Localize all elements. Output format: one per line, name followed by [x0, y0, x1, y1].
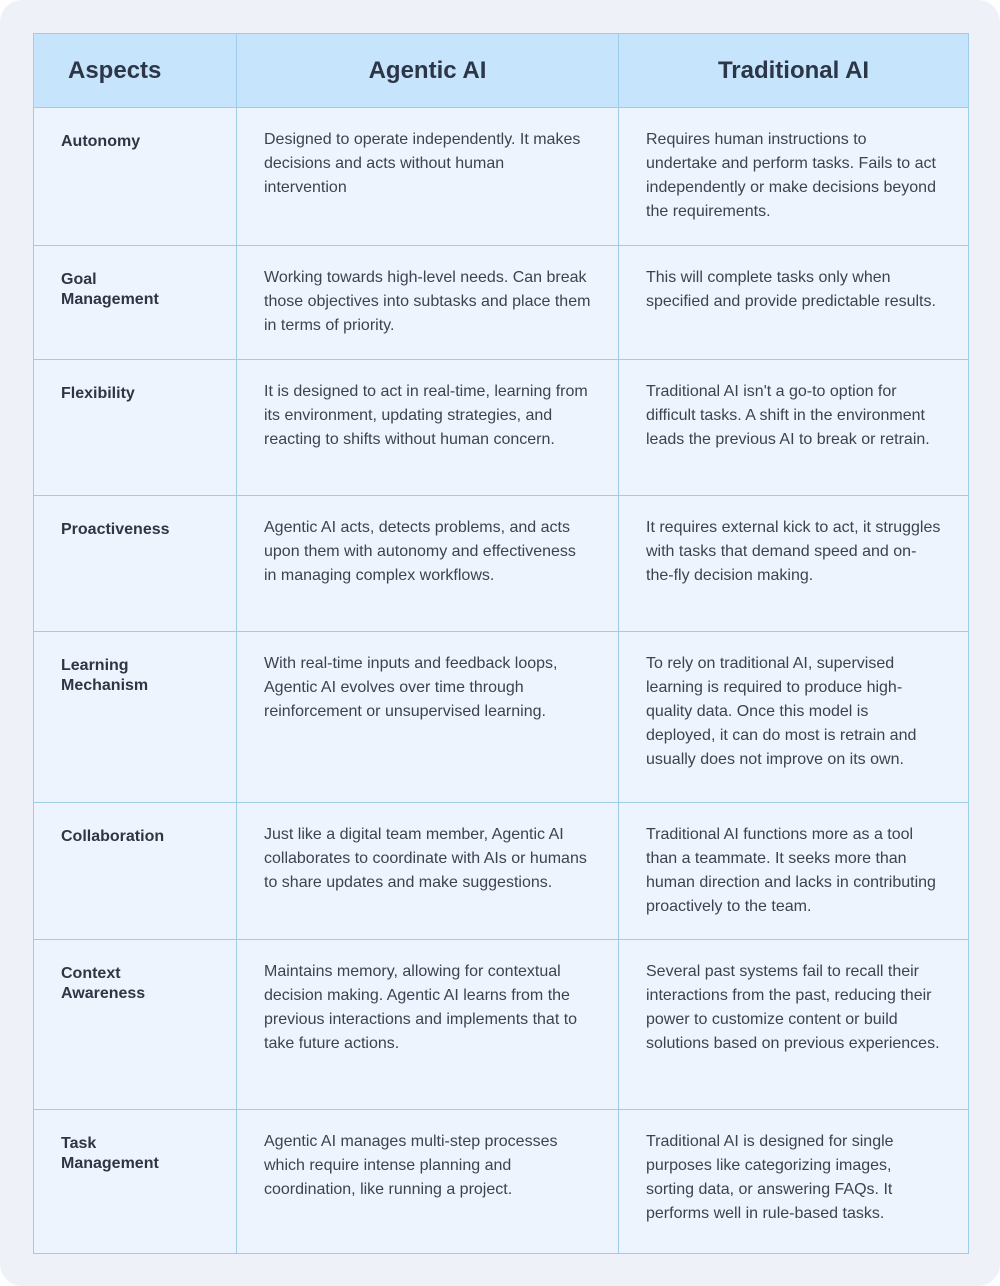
- aspect-cell: [34, 940, 237, 1110]
- agentic-cell: Agentic AI acts, detects problems, and acts upon them with autonomy and effectiveness in managing complex workflows.: [237, 496, 619, 632]
- aspect-cell: [34, 803, 237, 940]
- aspect-cell: [34, 496, 237, 632]
- aspect-cell: [34, 108, 237, 246]
- traditional-cell: To rely on traditional AI, supervised learning is required to produce high-quality data. Once this model is deployed, it can do most is retrain and usually does not improve on its own.: [619, 632, 969, 803]
- traditional-cell: Several past systems fail to recall their interactions from the past, reducing their power to customize content or build solutions based on previous experiences.: [619, 940, 969, 1110]
- table-row: [34, 1110, 969, 1254]
- aspect-label: Proactiveness: [61, 521, 170, 538]
- table-row: [34, 496, 969, 632]
- agentic-cell: Just like a digital team member, Agentic AI collaborates to coordinate with AIs or humans to share updates and make suggestions.: [237, 803, 619, 940]
- comparison-table: [33, 33, 969, 1254]
- aspect-cell: [34, 360, 237, 496]
- aspect-label: Autonomy: [61, 133, 141, 150]
- table-row: [34, 246, 969, 360]
- aspect-label: Goal Management: [61, 271, 159, 308]
- agentic-cell: Agentic AI manages multi-step processes which require intense planning and coordination, like running a project.: [237, 1110, 619, 1254]
- traditional-cell: Requires human instructions to undertake and perform tasks. Fails to act independently or make decisions beyond the requirements.: [619, 108, 969, 246]
- aspect-cell: [34, 632, 237, 803]
- aspect-label: Learning Mechanism: [61, 657, 149, 694]
- traditional-cell: It requires external kick to act, it struggles with tasks that demand speed and on-the-fly decision making.: [619, 496, 969, 632]
- aspect-label: Collaboration: [61, 828, 165, 845]
- table-row: [34, 108, 969, 246]
- header-row: [34, 34, 969, 108]
- aspect-cell: [34, 246, 237, 360]
- agentic-cell: Designed to operate independently. It makes decisions and acts without human intervention: [237, 108, 619, 246]
- table-row: [34, 360, 969, 496]
- header-traditional-ai: Traditional AI: [619, 34, 969, 108]
- header-agentic-ai: Agentic AI: [237, 34, 619, 108]
- table-row: [34, 632, 969, 803]
- traditional-cell: Traditional AI is designed for single purposes like categorizing images, sorting data, or answering FAQs. It performs well in rule-based tasks.: [619, 1110, 969, 1254]
- header-aspects: Aspects: [34, 34, 237, 108]
- agentic-cell: Working towards high-level needs. Can break those objectives into subtasks and place them in terms of priority.: [237, 246, 619, 360]
- aspect-label: Context Awareness: [61, 965, 146, 1002]
- table-row: [34, 940, 969, 1110]
- table-row: [34, 803, 969, 940]
- traditional-cell: This will complete tasks only when specified and provide predictable results.: [619, 246, 969, 360]
- aspect-label: Flexibility: [61, 385, 135, 402]
- aspect-cell: [34, 1110, 237, 1254]
- agentic-cell: It is designed to act in real-time, learning from its environment, updating strategies, and reacting to shifts without human concern.: [237, 360, 619, 496]
- traditional-cell: Traditional AI isn't a go-to option for difficult tasks. A shift in the environment leads the previous AI to break or retrain.: [619, 360, 969, 496]
- agentic-cell: With real-time inputs and feedback loops, Agentic AI evolves over time through reinforcement or unsupervised learning.: [237, 632, 619, 803]
- agentic-cell: Maintains memory, allowing for contextual decision making. Agentic AI learns from the previous interactions and implements that to take future actions.: [237, 940, 619, 1110]
- aspect-label: Task Management: [61, 1135, 159, 1172]
- traditional-cell: Traditional AI functions more as a tool than a teammate. It seeks more than human direction and lacks in contributing proactively to the team.: [619, 803, 969, 940]
